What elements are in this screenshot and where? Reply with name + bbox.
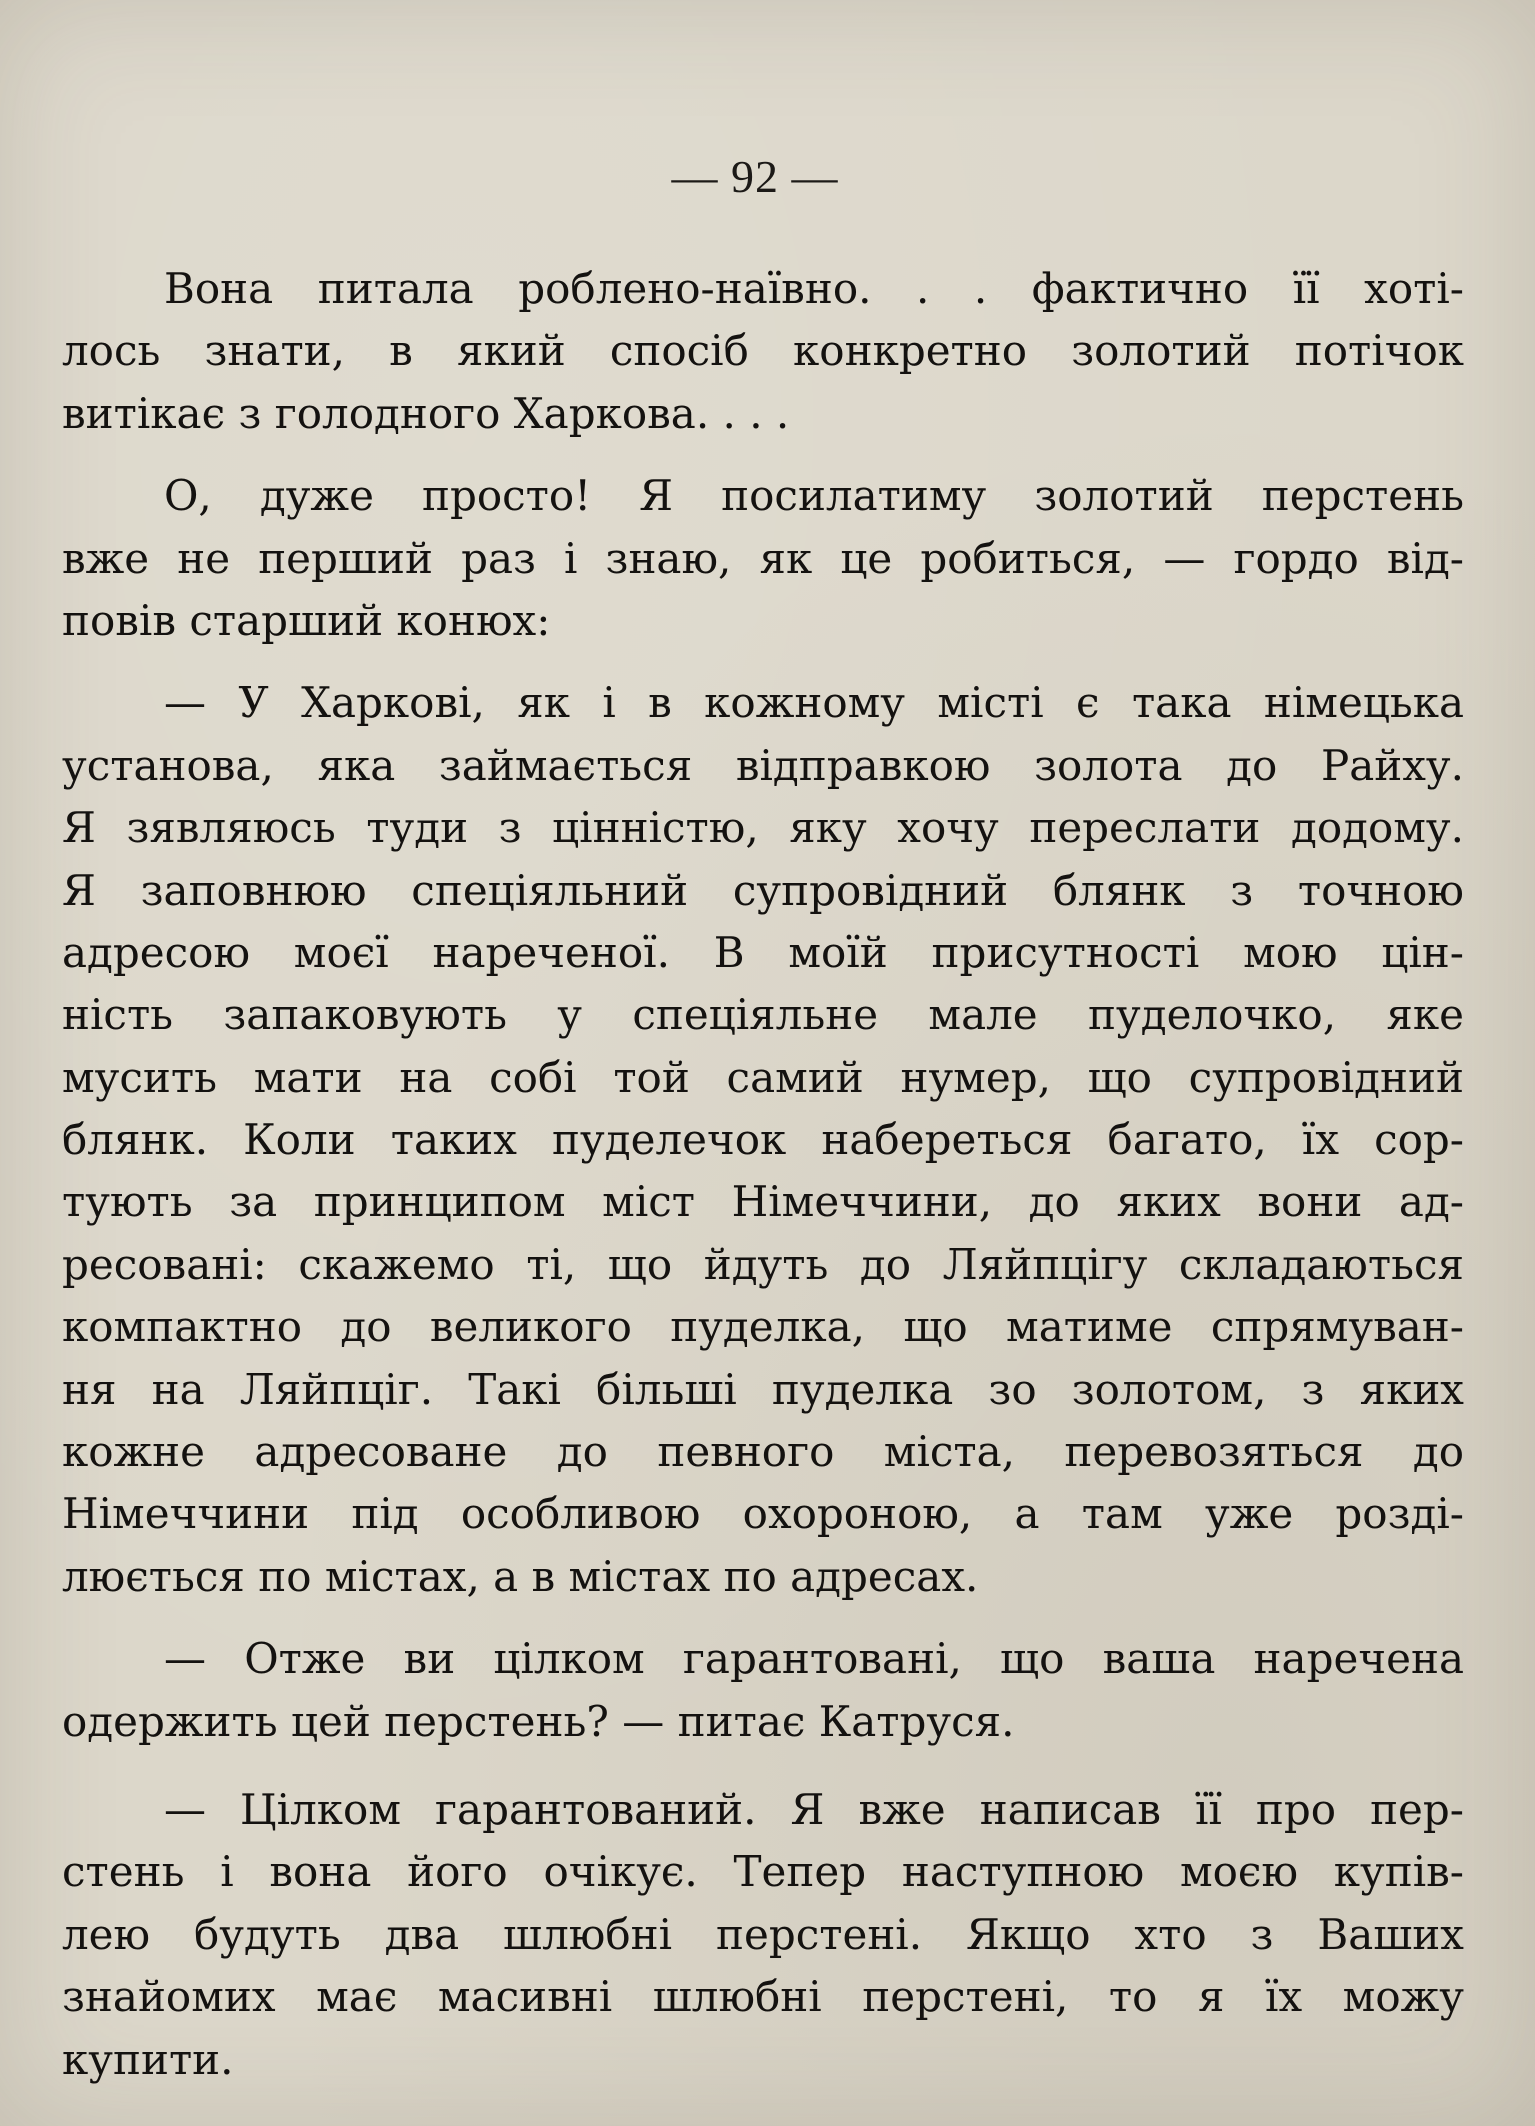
text-line: купити. bbox=[62, 2034, 234, 2084]
body-text bbox=[62, 258, 1464, 2091]
text-line: повів старший конюх: bbox=[62, 595, 551, 645]
text-line: знайомих має масивні шлюбні перстені, то я їх можу bbox=[62, 1972, 1464, 2022]
page-number: — 92 — bbox=[671, 151, 839, 202]
paragraph bbox=[62, 1628, 1464, 1753]
text-line: — Цілком гарантований. Я вже написав її про пер- bbox=[164, 1784, 1464, 1834]
text-line: люється по містах, а в містах по адресах. bbox=[62, 1551, 979, 1601]
text-line: стень і вона його очікує. Тепер наступною моєю купів- bbox=[62, 1847, 1464, 1897]
text-line: установа, яка займається відправкою золота до Райху. bbox=[62, 740, 1464, 790]
text-line: Німеччини під особливою охороною, а там уже розді- bbox=[62, 1489, 1464, 1539]
text-line: тують за принципом міст Німеччини, до яких вони ад- bbox=[62, 1177, 1464, 1227]
text-line: — У Харкові, як і в кожному місті є така німецька bbox=[164, 678, 1464, 728]
text-line: Вона питала роблено-наївно. . . фактично її хоті- bbox=[164, 264, 1464, 313]
text-line: О, дуже просто! Я посилатиму золотий перстень bbox=[164, 471, 1464, 521]
text-line: ресовані: скажемо ті, що йдуть до Ляйпцігу складаються bbox=[62, 1239, 1464, 1289]
text-line: компактно до великого пуделка, що матиме спрямуван- bbox=[62, 1302, 1464, 1352]
paragraph bbox=[62, 672, 1464, 1608]
text-line: витікає з голодного Харкова. . . . bbox=[62, 388, 790, 438]
paragraph bbox=[62, 1779, 1464, 2091]
text-line: вже не перший раз і знаю, як це робиться, — гордо від- bbox=[62, 533, 1464, 583]
text-line: блянк. Коли таких пуделечок набереться багато, їх сор- bbox=[62, 1115, 1464, 1165]
paragraph bbox=[62, 465, 1464, 652]
text-line: ня на Ляйпціг. Такі більші пуделка зо золотом, з яких bbox=[62, 1364, 1464, 1414]
text-line: Я заповнюю спеціяльний супровідний блянк з точною bbox=[62, 865, 1464, 915]
paragraph bbox=[62, 258, 1464, 445]
text-line: одержить цей перстень? — питає Катруся. bbox=[62, 1696, 1015, 1746]
text-line: адресою моєї нареченої. В моїй присутності мою цін- bbox=[62, 927, 1464, 977]
text-line: лось знати, в який спосіб конкретно золотий потічок bbox=[62, 326, 1464, 376]
text-line: кожне адресоване до певного міста, перевозяться до bbox=[62, 1427, 1464, 1477]
text-line: ність запаковують у спеціяльне мале пуделочко, яке bbox=[62, 990, 1464, 1040]
text-line: Я зявляюсь туди з цінністю, яку хочу переслати додому. bbox=[62, 803, 1464, 853]
text-line: лею будуть два шлюбні перстені. Якщо хто з Ваших bbox=[62, 1909, 1464, 1959]
text-line: — Отже ви цілком гарантовані, що ваша наречена bbox=[164, 1634, 1464, 1684]
text-line: мусить мати на собі той самий нумер, що супровідний bbox=[62, 1052, 1464, 1102]
